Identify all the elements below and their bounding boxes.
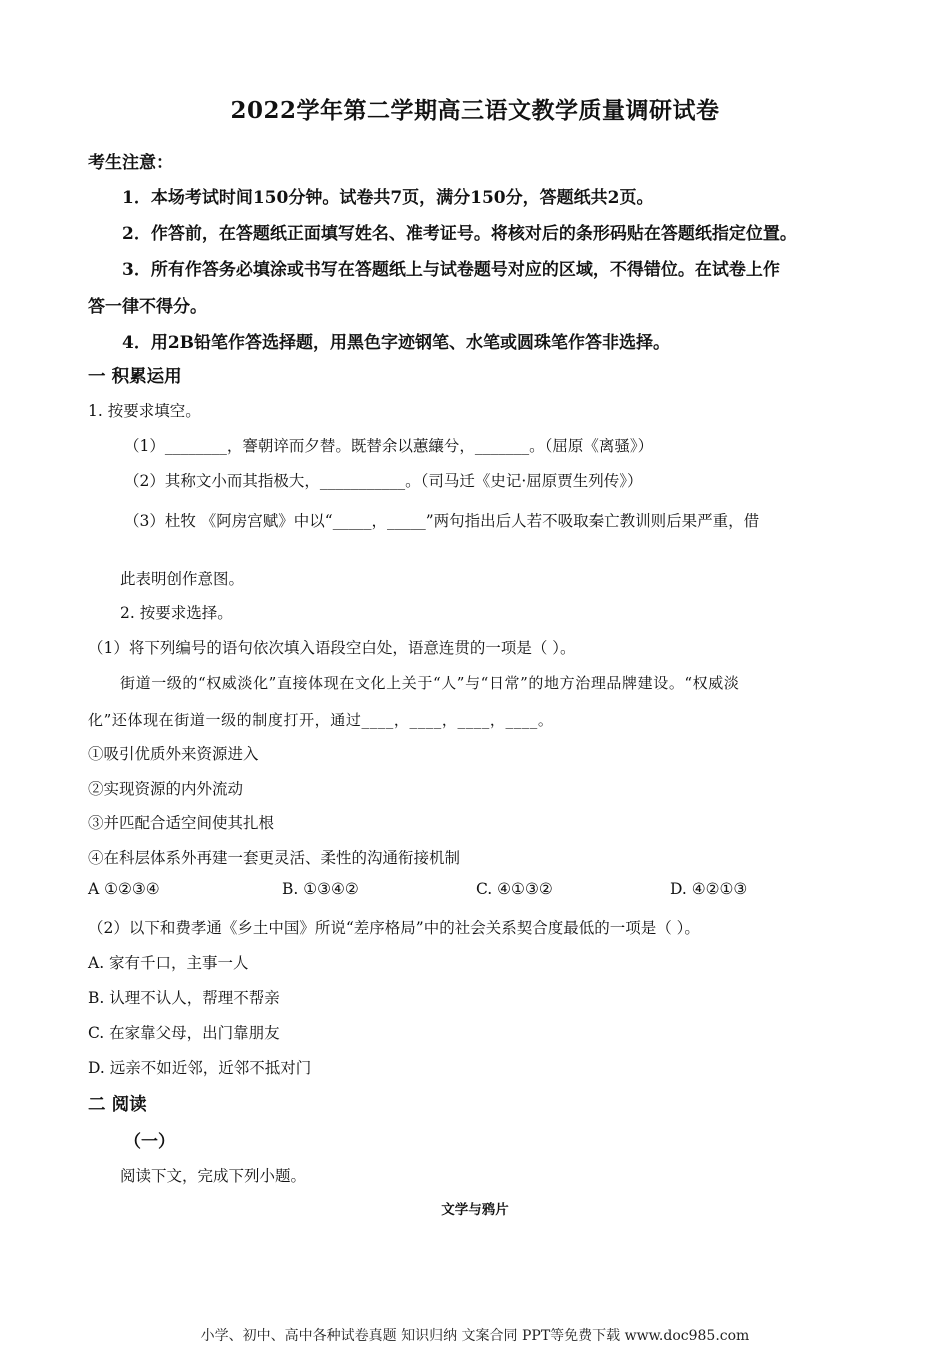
question-1-item-1: （1）________，謇朝谇而夕替。既替余以蕙纕兮，_______。（屈原《离骚》） <box>124 437 654 455</box>
question-1-item-2: （2）其称文小而其指极大，___________。（司马迁《史记·屈原贾生列传》） <box>124 472 643 490</box>
passage-line-1: 街道一级的“权威淡化”直接体现在文化上关于“人”与“日常”的地方治理品牌建设。“权威淡 <box>120 674 740 692</box>
question-1-item-3: （3）杜牧 《阿房宫赋》中以“_____，_____”两句指出后人若不吸取秦亡教训则后果严重，借 <box>124 512 760 530</box>
sentence-4: ④在科层体系外再建一套更灵活、柔性的沟通衔接机制 <box>88 849 461 867</box>
question-2-1-stem: （1）将下列编号的语句依次填入语段空白处，语意连贯的一项是（ ）。 <box>88 639 576 657</box>
passage-line-2: 化”还体现在街道一级的制度打开，通过____，____，____，____。 <box>88 711 554 729</box>
sentence-2: ②实现资源的内外流动 <box>88 780 244 798</box>
question-2-2-option-b: B. 认理不认人，帮理不帮亲 <box>88 989 280 1007</box>
question-1-stem: 1. 按要求填空。 <box>88 402 201 420</box>
section-1-heading: 一 积累运用 <box>88 367 182 387</box>
question-1-item-3-continued: 此表明创作意图。 <box>120 570 245 588</box>
sentence-1: ①吸引优质外来资源进入 <box>88 745 259 763</box>
question-2-2-option-a: A. 家有千口，主事一人 <box>88 954 249 972</box>
reading-part-1: （一） <box>124 1132 175 1152</box>
notice-item-2: 2．作答前，在答题纸正面填写姓名、准考证号。将核对后的条形码贴在答题纸指定位置。 <box>122 224 797 244</box>
notice-item-1: 1．本场考试时间150分钟。试卷共7页，满分150分，答题纸共2页。 <box>122 188 654 208</box>
notice-item-3-continued: 答一律不得分。 <box>88 297 207 317</box>
notice-item-3: 3．所有作答务必填涂或书写在答题纸上与试卷题号对应的区域，不得错位。在试卷上作 <box>122 260 780 280</box>
question-2-2-stem: （2）以下和费孝通《乡土中国》所说“差序格局”中的社会关系契合度最低的一项是（ ）。 <box>88 919 700 937</box>
sentence-3: ③并匹配合适空间使其扎根 <box>88 814 275 832</box>
option-a: A ①②③④ <box>88 880 160 898</box>
option-c: C. ④①③② <box>476 880 553 898</box>
reading-instruction: 阅读下文，完成下列小题。 <box>120 1167 307 1185</box>
page-title: 2022学年第二学期高三语文教学质量调研试卷 <box>230 97 720 124</box>
question-2-2-option-d: D. 远亲不如近邻，近邻不抵对门 <box>88 1059 312 1077</box>
option-b: B. ①③④② <box>282 880 359 898</box>
article-title: 文学与鸦片 <box>441 1202 509 1218</box>
option-d: D. ④②①③ <box>670 880 748 898</box>
page-footer: 小学、初中、高中各种试卷真题 知识归纳 文案合同 PPT等免费下载 www.doc985.com <box>200 1328 750 1344</box>
question-2-stem: 2. 按要求选择。 <box>120 604 233 622</box>
notice-heading: 考生注意： <box>88 153 173 173</box>
notice-item-4: 4．用2B铅笔作答选择题，用黑色字迹钢笔、水笔或圆珠笔作答非选择。 <box>122 333 671 353</box>
section-2-heading: 二 阅读 <box>88 1095 147 1115</box>
question-2-2-option-c: C. 在家靠父母，出门靠朋友 <box>88 1024 280 1042</box>
